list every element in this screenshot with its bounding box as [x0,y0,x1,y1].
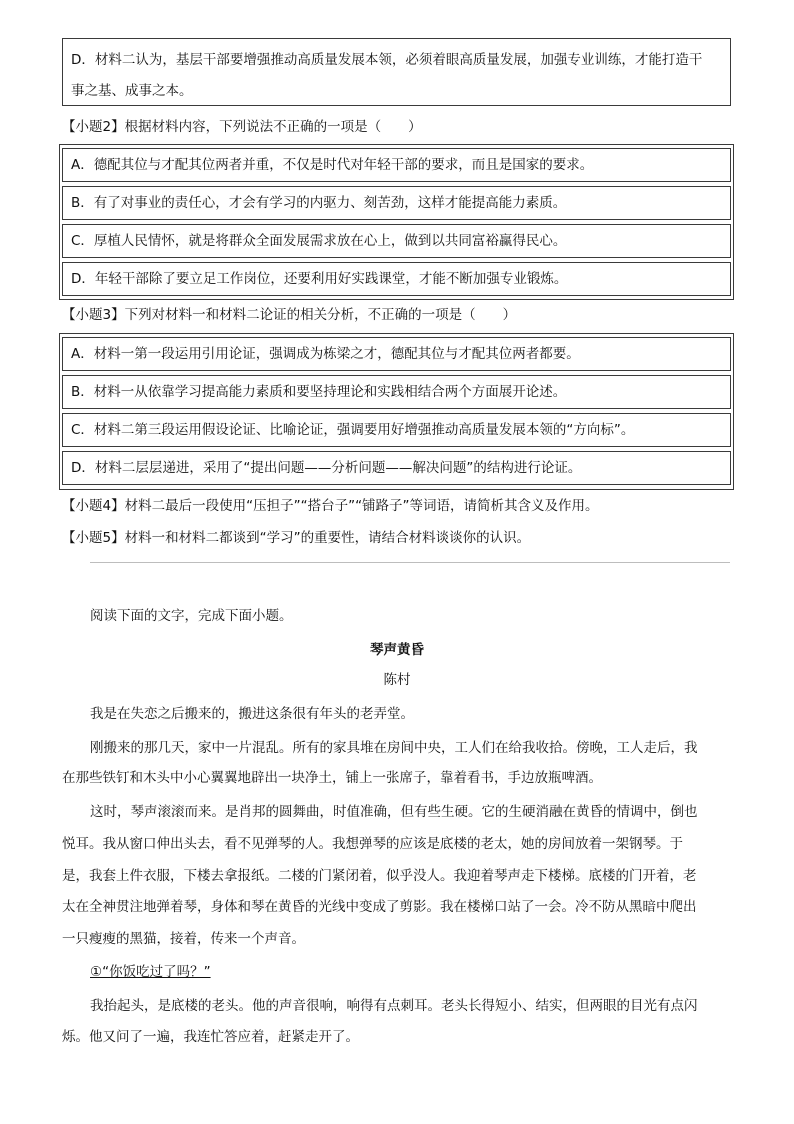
q3-option-d[interactable]: D．材料二层层递进，采用了“提出问题——分析问题——解决问题”的结构进行论证。 [62,451,731,485]
passage-author: 陈村 [383,672,411,688]
q3-stem: 【小题3】下列对材料一和材料二论证的相关分析，不正确的一项是（ ） [62,307,517,323]
q2-option-b[interactable]: B．有了对事业的责任心，才会有学习的内驱力、刻苦劲，这样才能提高能力素质。 [62,186,731,220]
q3-option-b[interactable]: B．材料一从依靠学习提高能力素质和要坚持理论和实践相结合两个方面展开论述。 [62,375,731,409]
paragraph-3-line-4: 太在全神贯注地弹着琴，身体和琴在黄昏的光线中变成了剪影。我在楼梯口站了一会。冷不防从黑暗中爬出 [62,899,697,915]
q2-option-d[interactable]: D．年轻干部除了要立足工作岗位，还要利用好实践课堂，才能不断加强专业锻炼。 [62,262,731,296]
q1-option-d-line2: 事之基、成事之本。 [71,83,193,99]
q3-option-a[interactable]: A．材料一第一段运用引用论证，强调成为栋梁之才，德配其位与才配其位两者都要。 [62,337,731,371]
q1-option-d-box[interactable] [62,38,731,106]
q3-option-c[interactable]: C．材料二第三段运用假设论证、比喻论证，强调要用好增强推动高质量发展本领的“方向标”。 [62,413,731,447]
paragraph-3-line-5: 一只瘦瘦的黑猫，接着，传来一个声音。 [62,931,305,947]
paragraph-5-line-1: 我抬起头，是底楼的老头。他的声音很响，响得有点刺耳。老头长得短小、结实，但两眼的目光有点闪 [90,998,698,1014]
paragraph-3-line-3: 是，我套上件衣服，下楼去拿报纸。二楼的门紧闭着，似乎没人。我迎着琴声走下楼梯。底楼的门开着，老 [62,868,697,884]
paragraph-3-line-1: 这时，琴声滚滚而来。是肖邦的圆舞曲，时值准确，但有些生硬。它的生硬消融在黄昏的情调中，倒也 [90,804,698,820]
paragraph-2-line-1: 刚搬来的那几天，家中一片混乱。所有的家具堆在房间中央，工人们在给我收拾。傍晚，工人走后，我 [90,740,698,756]
paragraph-1: 我是在失恋之后搬来的，搬进这条很有年头的老弄堂。 [90,706,414,722]
passage-title: 琴声黄昏 [370,642,424,658]
section-divider [90,562,730,563]
reading-intro: 阅读下面的文字，完成下面小题。 [90,608,293,624]
q5-stem: 【小题5】材料一和材料二都谈到“学习”的重要性，请结合材料谈谈你的认识。 [62,530,531,546]
q2-stem: 【小题2】根据材料内容，下列说法不正确的一项是（ ） [62,119,422,135]
q2-option-a[interactable]: A．德配其位与才配其位两者并重，不仅是时代对年轻干部的要求，而且是国家的要求。 [62,148,731,182]
paragraph-2-line-2: 在那些铁钉和木头中小心翼翼地辟出一块净土，铺上一张席子，靠着看书，手边放瓶啤酒。 [62,770,602,786]
q4-stem: 【小题4】材料二最后一段使用“压担子”“搭台子”“铺路子”等词语，请简析其含义及作用。 [62,498,599,514]
paragraph-3-line-2: 悦耳。我从窗口伸出头去，看不见弹琴的人。我想弹琴的应该是底楼的老太，她的房间放着一架钢琴。于 [62,836,683,852]
q2-option-c[interactable]: C．厚植人民情怀，就是将群众全面发展需求放在心上，做到以共同富裕赢得民心。 [62,224,731,258]
paragraph-4-dialogue: ①“你饭吃过了吗？” [90,964,211,980]
q1-option-d-line1: D．材料二认为，基层干部要增强推动高质量发展本领，必须着眼高质量发展，加强专业训练，才能打造干 [71,52,703,68]
paragraph-5-line-2: 烁。他又问了一遍，我连忙答应着，赶紧走开了。 [62,1029,359,1045]
